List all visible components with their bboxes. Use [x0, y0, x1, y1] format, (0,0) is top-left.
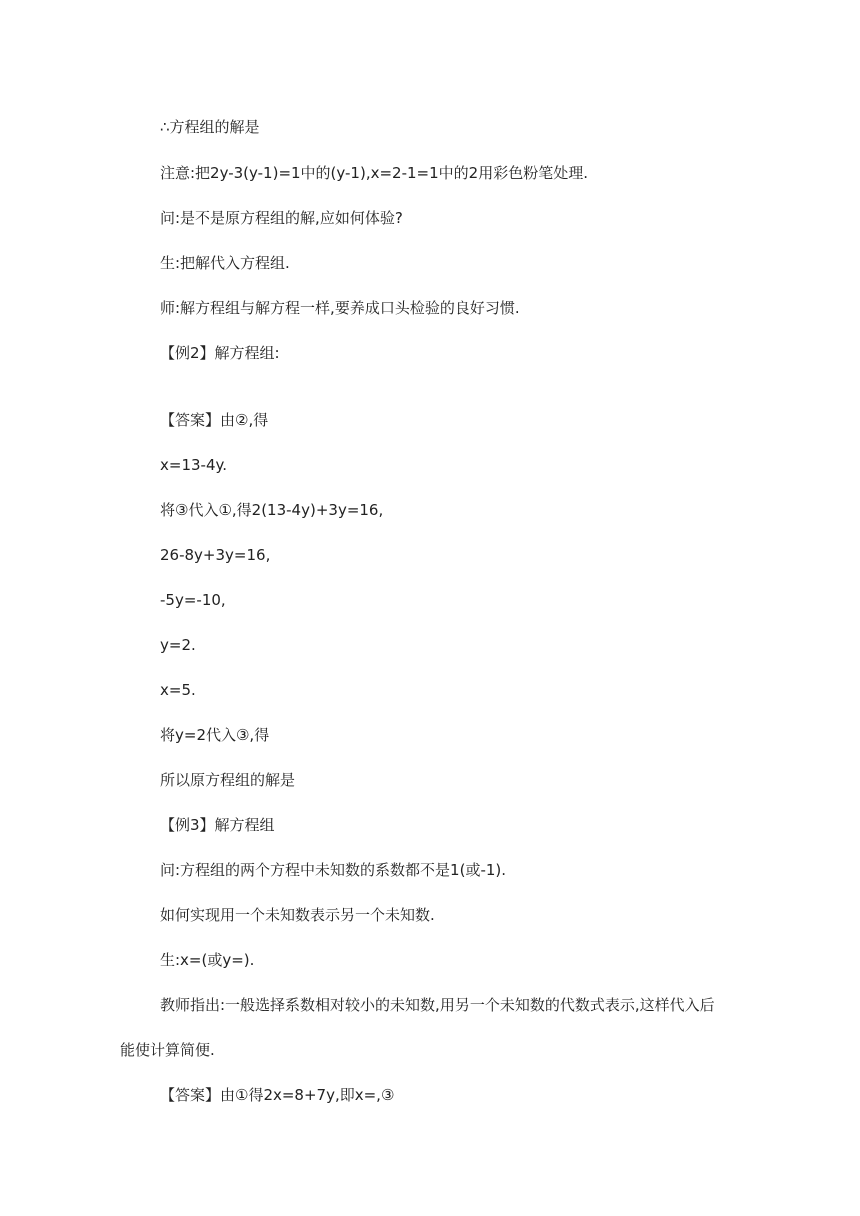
text-line-teacher-remark: 师:解方程组与解方程一样,要养成口头检验的良好习惯.: [160, 299, 520, 317]
answer-heading-example-3: 【答案】由①得2x=8+7y,即x=,③: [160, 1086, 395, 1104]
text-line-teacher-guidance-cont: 能使计算简便.: [120, 1041, 215, 1059]
example-3-heading: 【例3】解方程组: [160, 816, 275, 834]
text-line-teacher-guidance: 教师指出:一般选择系数相对较小的未知数,用另一个未知数的代数式表示,这样代入后: [160, 996, 715, 1014]
equation-line: 将③代入①,得2(13-4y)+3y=16,: [160, 501, 384, 519]
text-line-note: 注意:把2y-3(y-1)=1中的(y-1),x=2-1=1中的2用彩色粉笔处理.: [160, 164, 588, 182]
text-line-question-check: 问:是不是原方程组的解,应如何体验?: [160, 209, 403, 227]
example-2-heading: 【例2】解方程组:: [160, 344, 280, 362]
text-line-student-reply: 生:x=(或y=).: [160, 951, 255, 969]
text-line-solution-intro: ∴方程组的解是: [160, 118, 260, 136]
text-line-solution-result: 所以原方程组的解是: [160, 771, 296, 789]
answer-heading: 【答案】由②,得: [160, 411, 269, 429]
equation-line: 将y=2代入③,得: [160, 726, 270, 744]
text-line-question-express: 如何实现用一个未知数表示另一个未知数.: [160, 906, 435, 924]
equation-line: x=13-4y.: [160, 456, 227, 474]
equation-line: x=5.: [160, 681, 196, 699]
equation-line: 26-8y+3y=16,: [160, 546, 271, 564]
equation-line: y=2.: [160, 636, 196, 654]
text-line-question-coefficients: 问:方程组的两个方程中未知数的系数都不是1(或-1).: [160, 861, 507, 879]
equation-line: -5y=-10,: [160, 591, 226, 609]
text-line-student-answer: 生:把解代入方程组.: [160, 254, 290, 272]
